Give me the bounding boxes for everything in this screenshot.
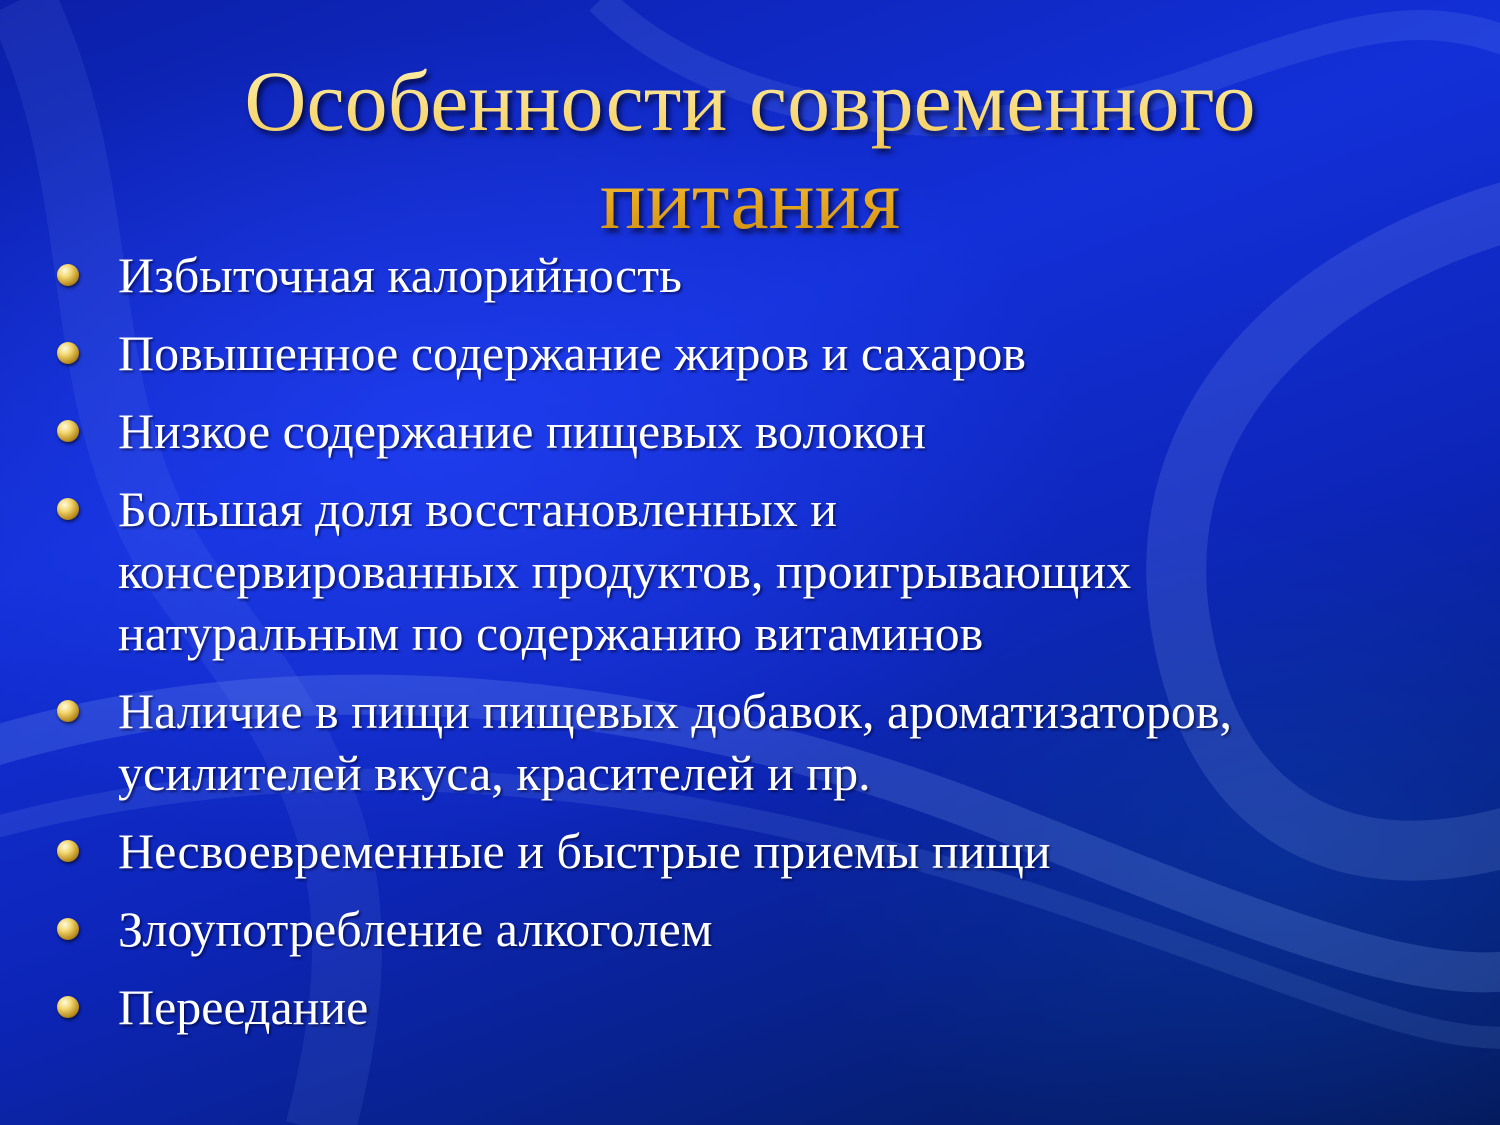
bullet-item	[0, 244, 1500, 306]
bullet-item	[0, 820, 1500, 882]
bullet-text: Повышенное содержание жиров и сахаров	[118, 325, 1026, 381]
gold-bullet-icon	[57, 918, 79, 940]
gold-bullet-icon	[57, 700, 79, 722]
bullet-item	[0, 478, 1500, 664]
gold-bullet-icon	[57, 840, 79, 862]
bullet-item	[0, 976, 1500, 1038]
bullet-item	[0, 898, 1500, 960]
bullet-text: натуральным по содержанию витаминов	[118, 605, 984, 661]
title-line-2: питания	[599, 151, 901, 247]
gold-bullet-icon	[57, 996, 79, 1018]
bullet-item	[0, 680, 1500, 804]
gold-bullet-icon	[57, 342, 79, 364]
slide-title	[0, 52, 1500, 248]
bullet-item	[0, 400, 1500, 462]
bullet-text: консервированных продуктов, проигрывающих	[118, 543, 1132, 599]
gold-bullet-icon	[57, 420, 79, 442]
gold-bullet-icon	[57, 498, 79, 520]
bullet-text: Избыточная калорийность	[118, 247, 682, 303]
bullet-text: Переедание	[118, 979, 369, 1035]
bullet-text: Низкое содержание пищевых волокон	[118, 403, 926, 459]
gold-bullet-icon	[57, 264, 79, 286]
bullet-text: усилителей вкуса, красителей и пр.	[118, 745, 871, 801]
bullet-text: Большая доля восстановленных и	[118, 481, 837, 537]
bullet-text: Наличие в пищи пищевых добавок, ароматизаторов,	[118, 683, 1232, 739]
title-line-1: Особенности современного	[244, 53, 1256, 149]
bullet-list	[0, 244, 1500, 1054]
bullet-text: Злоупотребление алкоголем	[118, 901, 713, 957]
bullet-item	[0, 322, 1500, 384]
bullet-text: Несвоевременные и быстрые приемы пищи	[118, 823, 1051, 879]
